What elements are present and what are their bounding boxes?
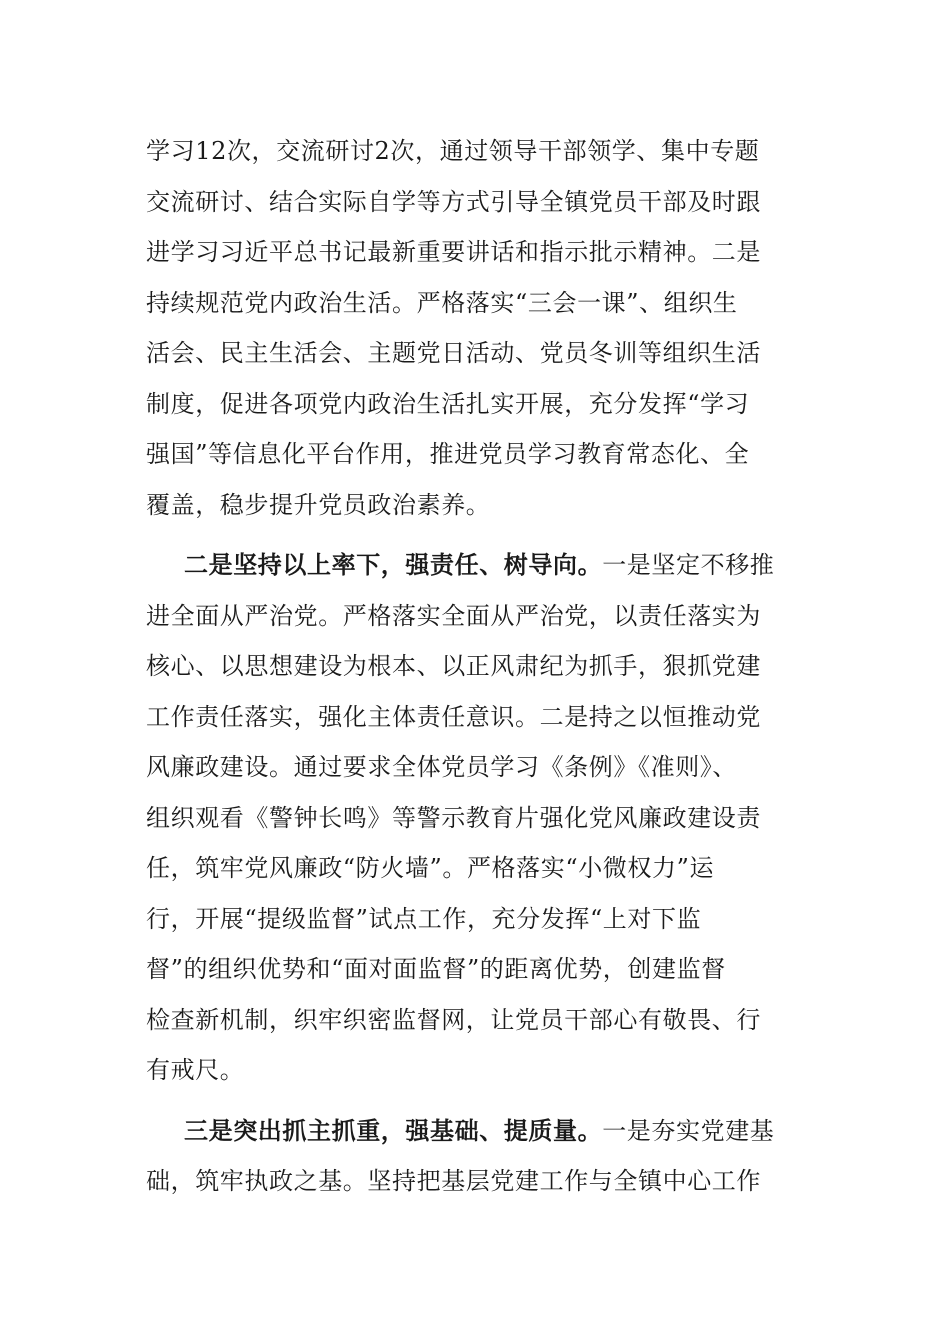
text-line: 进全面从严治党。严格落实全面从严治党，以责任落实为 [146, 601, 761, 630]
text-line: 活会、民主生活会、主题党日活动、党员冬训等组织生活 [146, 339, 761, 367]
text-line: 学习12次，交流研讨2次，通过领导干部领学、集中专题 [146, 137, 760, 165]
text-line: 行，开展“提级监督”试点工作，充分发挥“上对下监 [146, 904, 702, 933]
text-line: 风廉政建设。通过要求全体党员学习《条例》《准则》、 [146, 753, 737, 781]
text-line: 检查新机制，织牢织密监督网，让党员干部心有敬畏、行 [146, 1005, 761, 1034]
paragraph-1 [146, 126, 796, 530]
paragraph-heading: 二是坚持以上率下，强责任、树导向。 [184, 550, 603, 579]
paragraph-heading: 三是突出抓主抓重，强基础、提质量。 [184, 1115, 603, 1145]
heading-continuation: 一是夯实党建基 [602, 1116, 775, 1145]
document-page [146, 126, 796, 1207]
text-line: 任，筑牢党风廉政“防火墙”。严格落实“小微权力”运 [146, 854, 715, 882]
text-line: 覆盖，稳步提升党员政治素养。 [146, 490, 491, 519]
text-line [146, 540, 796, 591]
text-line: 有戒尺。 [146, 1056, 245, 1084]
text-line: 工作责任落实，强化主体责任意识。二是持之以恒推动党 [146, 702, 761, 731]
paragraph-3 [146, 1106, 796, 1207]
text-line: 督”的组织优势和“面对面监督”的距离优势，创建监督 [146, 955, 726, 983]
text-line: 础，筑牢执政之基。坚持把基层党建工作与全镇中心工作 [146, 1167, 761, 1195]
text-line: 进学习习近平总书记最新重要讲话和指示批示精神。二是 [146, 238, 761, 266]
text-line [146, 1106, 796, 1157]
text-line: 制度，促进各项党内政治生活扎实开展，充分发挥“学习 [146, 389, 750, 418]
text-line: 组织观看《警钟长鸣》等警示教育片强化党风廉政建设责 [146, 803, 761, 832]
text-line: 交流研讨、结合实际自学等方式引导全镇党员干部及时跟 [146, 187, 761, 216]
text-line: 强国”等信息化平台作用，推进党员学习教育常态化、全 [146, 440, 750, 468]
paragraph-2 [146, 540, 796, 1096]
heading-continuation: 一是坚定不移推 [602, 551, 775, 579]
text-line: 持续规范党内政治生活。严格落实“三会一课”、组织生 [146, 288, 738, 317]
text-line: 核心、以思想建设为根本、以正风肃纪为抓手，狠抓党建 [146, 652, 761, 680]
